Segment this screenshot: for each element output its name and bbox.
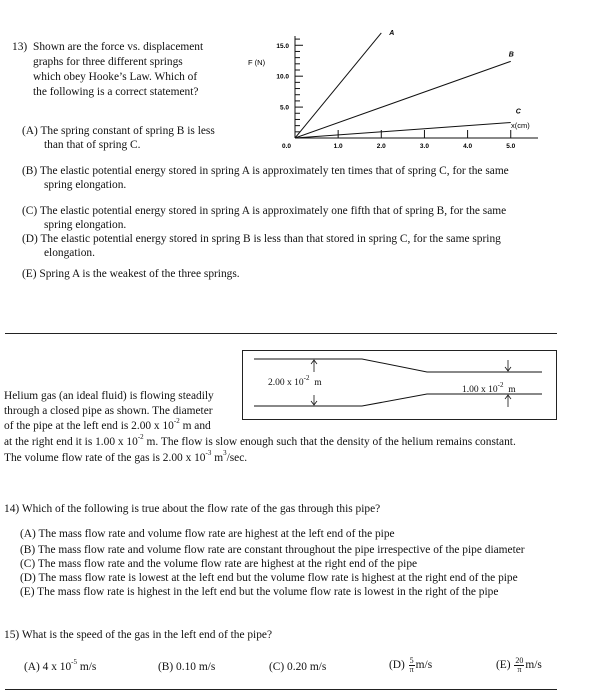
pipe-upper-wall bbox=[254, 359, 542, 372]
series-line-b bbox=[295, 61, 511, 138]
q15-option-c: (C) 0.20 m/s bbox=[269, 661, 327, 673]
series-label-b: B bbox=[508, 51, 514, 59]
q15-stem: 15) What is the speed of the gas in the left end of the pipe? bbox=[4, 629, 273, 641]
x-tick-label: 2.0 bbox=[376, 143, 386, 150]
q13-number: 13) bbox=[12, 41, 28, 53]
q13-option-a: (A) The spring constant of spring B is less bbox=[22, 125, 215, 137]
q13-option-c-cont: spring elongation. bbox=[44, 219, 127, 231]
x-tick-label: 3.0 bbox=[419, 143, 429, 150]
y-axis-label: F (N) bbox=[248, 58, 266, 67]
y-tick-label: 5.0 bbox=[279, 104, 289, 112]
section-divider bbox=[5, 333, 557, 334]
q13-option-d: (D) The elastic potential energy stored in spring B is less than that stored in spring C, for the same spring bbox=[22, 233, 501, 245]
passage-line: through a closed pipe as shown. The diameter bbox=[4, 405, 213, 417]
left-diameter-label: 2.00 x $10^{-2}$ m bbox=[268, 373, 322, 388]
q13-stem-line: Shown are the force vs. displacement bbox=[33, 41, 204, 53]
q15-option-e: (E) $\frac{20}{\pi}$ m/s bbox=[496, 656, 542, 674]
force-displacement-graph bbox=[238, 28, 558, 158]
q15-option-b: (B) 0.10 m/s bbox=[158, 661, 216, 673]
pipe-lower-wall bbox=[254, 394, 542, 406]
q13-option-e: (E) Spring A is the weakest of the three springs. bbox=[22, 268, 240, 280]
x-tick-label: 4.0 bbox=[463, 143, 473, 150]
y-tick-label: 15.0 bbox=[276, 42, 289, 50]
series-label-c: C bbox=[515, 108, 521, 116]
x-axis-label: x(cm) bbox=[511, 121, 530, 130]
q14-option-b: (B) The mass flow rate and volume flow rate are constant throughout the pipe irrespective of the pipe diameter bbox=[20, 544, 525, 556]
passage-line: Helium gas (an ideal fluid) is flowing steadily bbox=[4, 390, 214, 402]
origin-label: 0.0 bbox=[281, 143, 291, 150]
fraction-d: $\frac{5}{\pi}$ bbox=[409, 656, 414, 674]
bottom-divider bbox=[5, 689, 557, 690]
right-diameter-label: 1.00 x $10^{-2}$ m bbox=[462, 380, 516, 395]
passage-line: at the right end it is 1.00 x $10^{-2}$ m. The flow is slow enough such that the density of the helium remains constant. bbox=[4, 433, 516, 448]
q13-option-a-cont: than that of spring C. bbox=[44, 139, 141, 151]
series-line-c bbox=[295, 123, 511, 138]
x-tick-label: 5.0 bbox=[506, 143, 516, 150]
q14-stem: 14) Which of the following is true about the flow rate of the gas through this pipe? bbox=[4, 503, 381, 515]
passage-line: of the pipe at the left end is 2.00 x $10^{-2}$ m and bbox=[4, 417, 211, 432]
series-label-a: A bbox=[389, 29, 395, 37]
q13-option-d-cont: elongation. bbox=[44, 247, 95, 259]
y-tick-label: 10.0 bbox=[276, 73, 289, 81]
q15-option-d: (D) $\frac{5}{\pi}$ m/s bbox=[389, 656, 433, 674]
q13-stem-line: which obey Hooke’s Law. Which of bbox=[33, 71, 198, 83]
q14-option-d: (D) The mass flow rate is lowest at the left end but the volume flow rate is highest at the right end of the pipe bbox=[20, 572, 518, 584]
q13-option-c: (C) The elastic potential energy stored in spring A is approximately one fifth that of spring B, for the same bbox=[22, 205, 507, 217]
q13-option-b-cont: spring elongation. bbox=[44, 179, 127, 191]
q15-option-a: (A) 4 x $10^{-5}$ m/s bbox=[24, 658, 97, 673]
fraction-e: $\frac{20}{\pi}$ bbox=[515, 656, 524, 674]
q14-option-e: (E) The mass flow rate is highest in the left end but the volume flow rate is lowest in the right of the pipe bbox=[20, 586, 499, 598]
q13-stem-line: the following is a correct statement? bbox=[33, 86, 199, 98]
q14-option-a: (A) The mass flow rate and volume flow rate are highest at the left end of the pipe bbox=[20, 528, 395, 540]
passage-line: The volume flow rate of the gas is 2.00 x $10^{-3}$ $m^3/\sec$. bbox=[4, 449, 248, 464]
q13-option-b: (B) The elastic potential energy stored in spring A is approximately ten times that of spring C, for the same bbox=[22, 165, 509, 177]
q14-option-c: (C) The mass flow rate and the volume flow rate are highest at the right end of the pipe bbox=[20, 558, 418, 570]
x-tick-label: 1.0 bbox=[333, 143, 343, 150]
q13-stem-line: graphs for three different springs bbox=[33, 56, 183, 68]
